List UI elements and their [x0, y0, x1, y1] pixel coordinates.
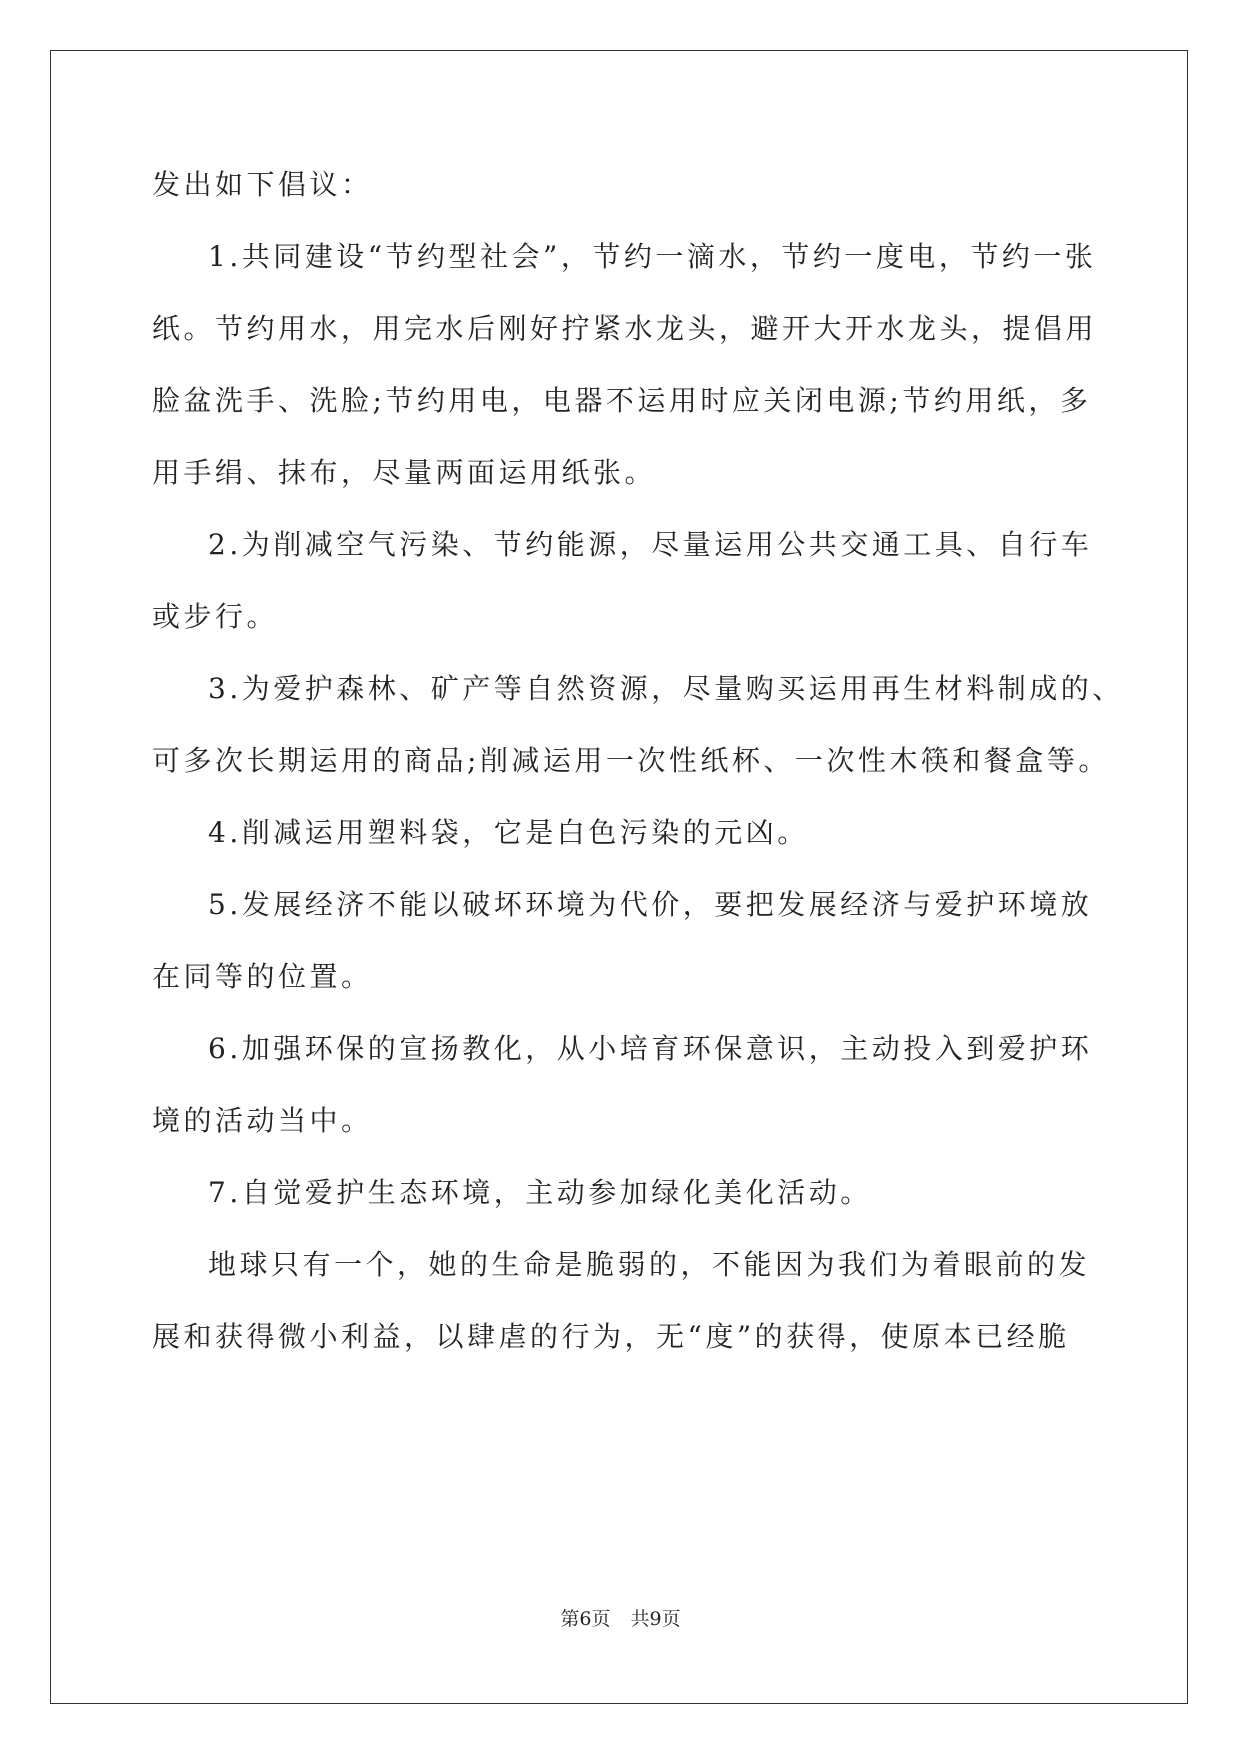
text-line: 4.削减运用塑料袋，它是白色污染的元凶。: [208, 816, 809, 849]
page-number: 第6页: [560, 1608, 611, 1630]
text-line: 5.发展经济不能以破坏环境为代价，要把发展经济与爱护环境放: [208, 888, 1093, 921]
page-total: 共9页: [630, 1608, 681, 1630]
text-line: 1.共同建设“节约型社会”，节约一滴水，节约一度电，节约一张: [208, 240, 1097, 273]
text-line: 可多次长期运用的商品;削减运用一次性纸杯、一次性木筷和餐盒等。: [152, 744, 1110, 777]
text-line: 纸。节约用水，用完水后刚好拧紧水龙头，避开大开水龙头，提倡用: [152, 312, 1098, 345]
text-line: 地球只有一个，她的生命是脆弱的，不能因为我们为着眼前的发: [208, 1248, 1091, 1281]
text-line: 或步行。: [152, 600, 279, 633]
text-line: 发出如下倡议：: [152, 168, 373, 201]
text-line: 用手绢、抹布，尽量两面运用纸张。: [152, 456, 657, 489]
page-footer: [0, 1604, 1241, 1631]
text-line: 6.加强环保的宣扬教化，从小培育环保意识，主动投入到爱护环: [208, 1032, 1093, 1065]
text-line: 7.自觉爱护生态环境，主动参加绿化美化活动。: [208, 1176, 872, 1209]
text-line: 展和获得微小利益，以肆虐的行为，无“度”的获得，使原本已经脆: [152, 1320, 1070, 1353]
text-line: 境的活动当中。: [152, 1104, 373, 1137]
text-line: 在同等的位置。: [152, 960, 373, 993]
text-line: 3.为爱护森林、矿产等自然资源，尽量购买运用再生材料制成的、: [208, 672, 1124, 705]
page-border: [50, 50, 1188, 1704]
text-line: 脸盆洗手、洗脸;节约用电，电器不运用时应关闭电源;节约用纸，多: [152, 384, 1092, 417]
text-line: 2.为削减空气污染、节约能源，尽量运用公共交通工具、自行车: [208, 528, 1093, 561]
